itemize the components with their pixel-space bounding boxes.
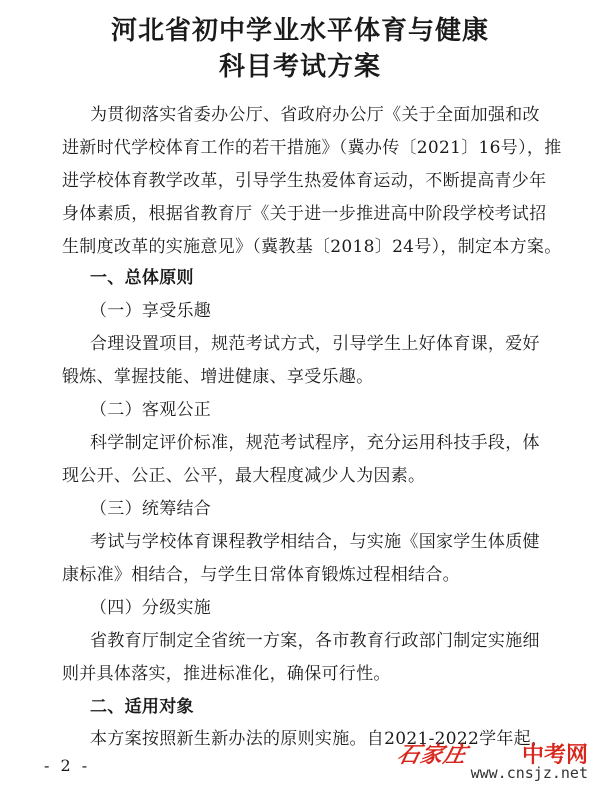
paragraph-line: 考试与学校体育课程教学相结合，与实施《国家学生体质健: [90, 532, 540, 552]
paragraph-line: 省教育厅制定全省统一方案，各市教育行政部门制定实施细: [90, 631, 540, 651]
paragraph-line: 科学制定评价标准，规范考试程序，充分运用科技手段，体: [90, 433, 540, 453]
paragraph-line: 本方案按照新生新办法的原则实施。自2021-2022学年起，: [90, 729, 549, 749]
watermark-url: www.cnsjz.net: [470, 764, 588, 782]
section-heading-principles: 一、总体原则: [90, 268, 194, 288]
watermark-site-name: 中考网: [521, 743, 588, 768]
intro-line: 为贯彻落实省委办公厅、省政府办公厅《关于全面加强和改: [90, 105, 540, 125]
intro-line: 进学校体育教学改革，引导学生热爱体育运动，不断提高青少年: [62, 171, 547, 191]
document-title-line2: 科目考试方案: [218, 52, 381, 82]
subsection-title: （四）分级实施: [90, 598, 212, 618]
intro-line: 生制度改革的实施意见》（冀教基〔2018〕24号），制定本方案。: [62, 237, 562, 257]
page-number: - 2 -: [44, 756, 91, 775]
subsection-title: （二）客观公正: [90, 400, 212, 420]
watermark-logo: 石家庄: [394, 742, 470, 768]
paragraph-line: 康标准》相结合，与学生日常体育锻炼过程相结合。: [62, 565, 460, 585]
paragraph-line: 锻炼、掌握技能、增进健康、享受乐趣。: [62, 367, 374, 387]
document-title-line1: 河北省初中学业水平体育与健康: [110, 16, 489, 46]
subsection-title: （一）享受乐趣: [90, 301, 212, 321]
paragraph-line: 合理设置项目，规范考试方式，引导学生上好体育课，爱好: [90, 334, 540, 354]
intro-line: 进新时代学校体育工作的若干措施》（冀办传〔2021〕16号），推: [62, 138, 562, 158]
intro-line: 身体素质，根据省教育厅《关于进一步推进高中阶段学校考试招: [62, 204, 547, 224]
site-watermark: [394, 738, 588, 784]
section-heading-applicability: 二、适用对象: [90, 697, 194, 717]
paragraph-line: 现公开、公正、公平，最大程度减少人为因素。: [62, 466, 426, 486]
subsection-title: （三）统筹结合: [90, 499, 212, 519]
paragraph-line: 则并具体落实，推进标准化，确保可行性。: [62, 664, 391, 684]
